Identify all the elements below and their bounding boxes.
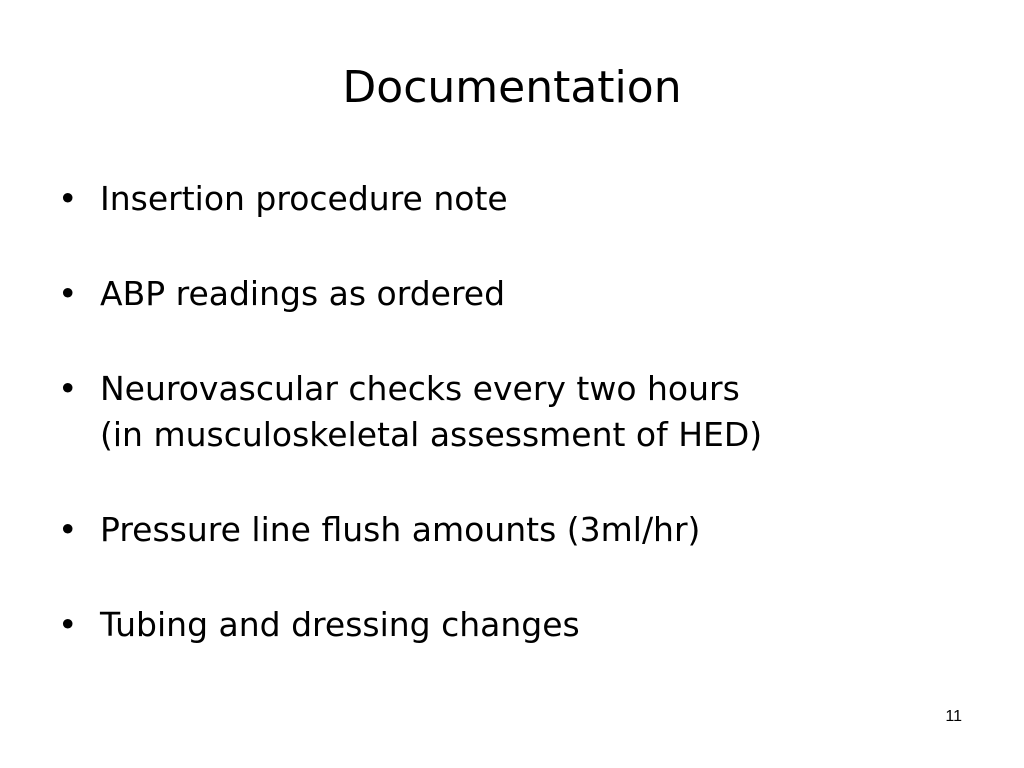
bullet-item (58, 176, 958, 222)
slide-title: Documentation (342, 62, 682, 113)
bullet-text-continuation: (in musculoskeletal assessment of HED) (100, 415, 763, 454)
bullet-item (58, 507, 958, 553)
bullet-icon: • (58, 510, 78, 549)
bullet-item (58, 366, 958, 458)
bullet-icon: • (58, 605, 78, 644)
bullet-text: ABP readings as ordered (100, 274, 506, 313)
bullet-item (58, 271, 958, 317)
bullet-icon: • (58, 179, 78, 218)
bullet-icon: • (58, 369, 78, 408)
bullet-icon: • (58, 274, 78, 313)
bullet-text: Insertion procedure note (100, 179, 508, 218)
bullet-text: Neurovascular checks every two hours (100, 369, 740, 408)
bullet-list (58, 176, 958, 697)
bullet-text: Tubing and dressing changes (100, 605, 580, 644)
bullet-text: Pressure line flush amounts (3ml/hr) (100, 510, 701, 549)
bullet-item (58, 602, 958, 648)
slide-number: 11 (945, 708, 962, 725)
